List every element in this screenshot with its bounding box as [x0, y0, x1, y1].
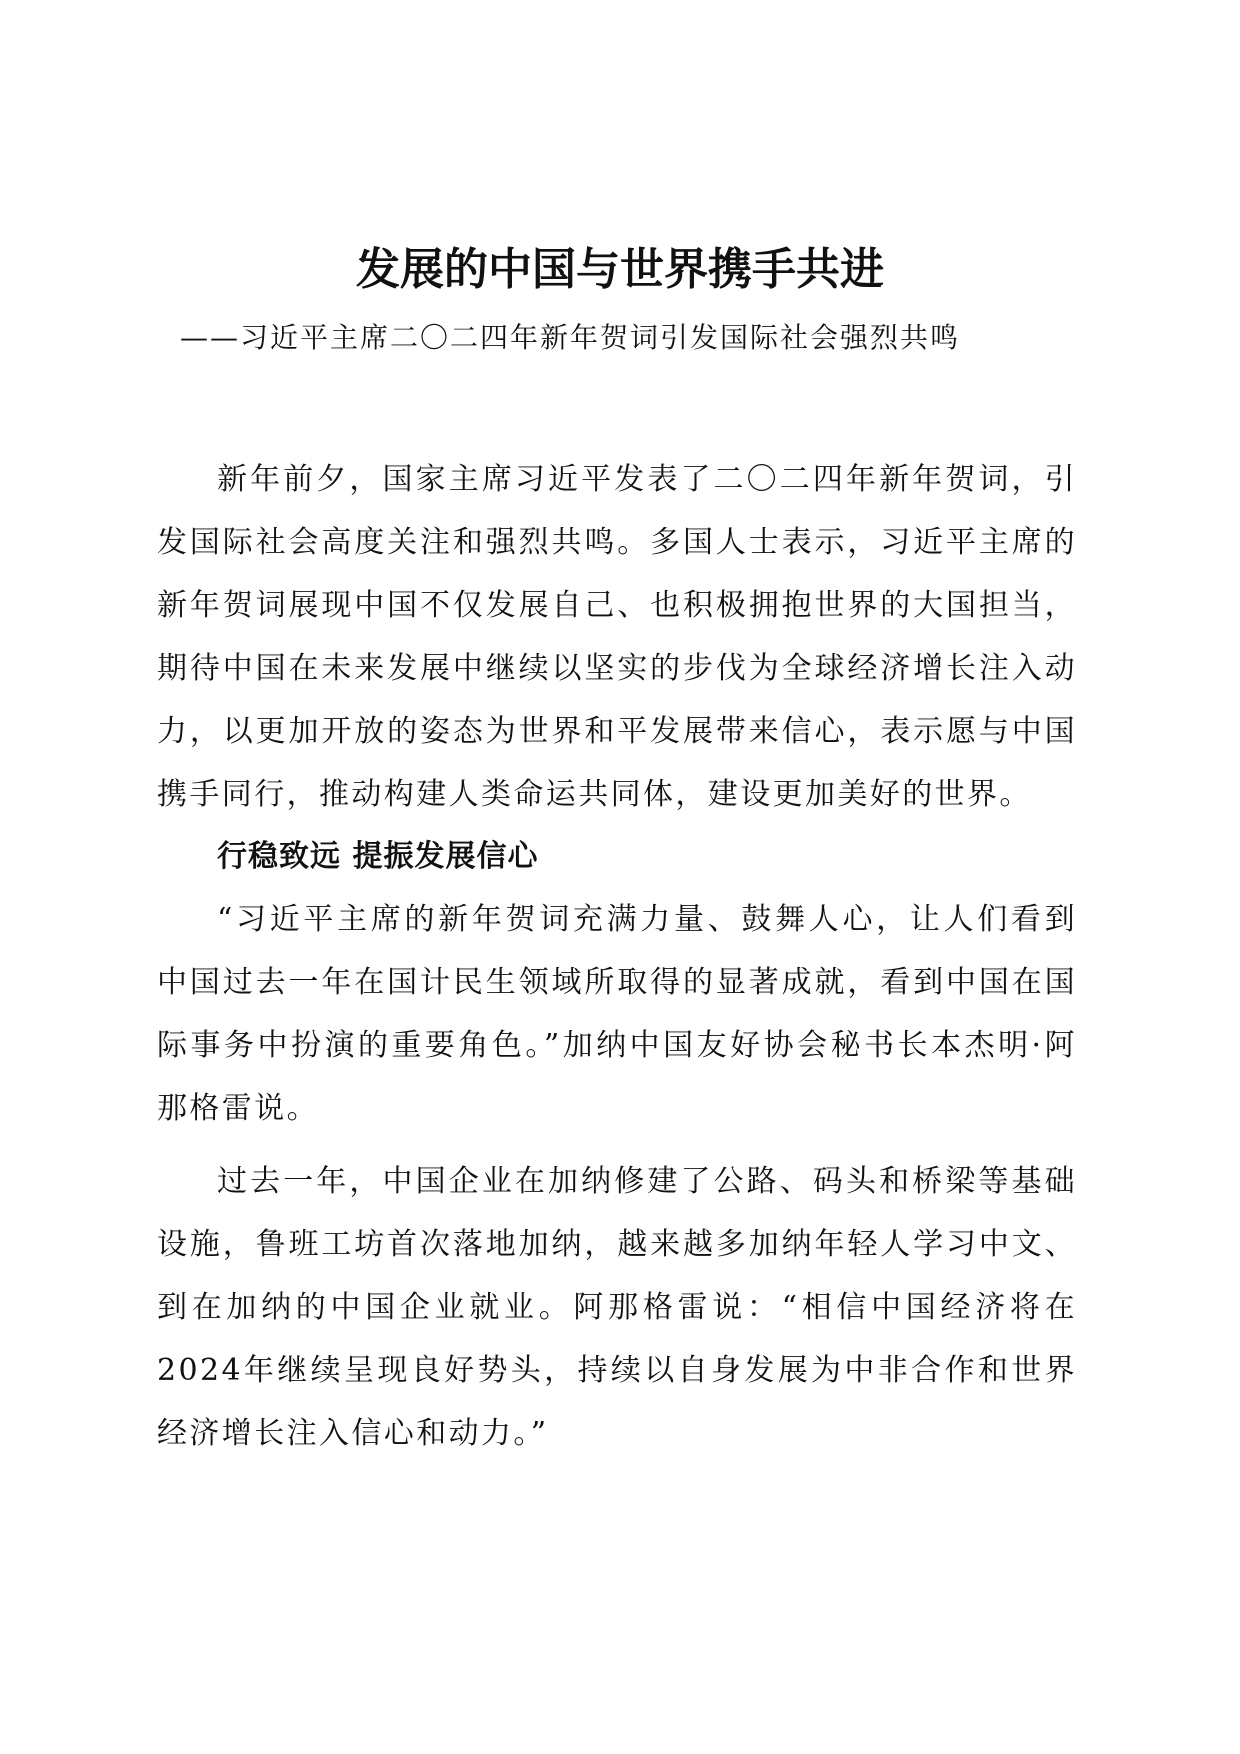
article-subtitle: ——习近平主席二〇二四年新年贺词引发国际社会强烈共鸣 [180, 321, 961, 354]
paragraph-intro: 新年前夕，国家主席习近平发表了二〇二四年新年贺词，引发国际社会高度关注和强烈共鸣。多国人士表示，习近平主席的新年贺词展现中国不仅发展自己、也积极拥抱世界的大国担当，期待中国在未来发展中继续以坚实的步伐为全球经济增长注入动力，以更加开放的姿态为世界和平发展带来信心，表示愿与中国携手同行，推动构建人类命运共同体，建设更加美好的世界。 [157, 462, 1077, 812]
article-title: 发展的中国与世界携手共进 [356, 244, 884, 295]
section-heading: 行稳致远 提振发展信心 [217, 839, 539, 874]
paragraph-ghana: 过去一年，中国企业在加纳修建了公路、码头和桥梁等基础设施，鲁班工坊首次落地加纳，越来越多加纳年轻人学习中文、到在加纳的中国企业就业。阿那格雷说：“相信中国经济将在2024年继续呈现良好势头，持续以自身发展为中非合作和世界经济增长注入信心和动力。” [157, 1164, 1077, 1451]
paragraph-quote: “习近平主席的新年贺词充满力量、鼓舞人心，让人们看到中国过去一年在国计民生领域所取得的显著成就，看到中国在国际事务中扮演的重要角色。”加纳中国友好协会秘书长本杰明·阿那格雷说。 [157, 902, 1077, 1126]
article-body [157, 448, 1077, 1465]
